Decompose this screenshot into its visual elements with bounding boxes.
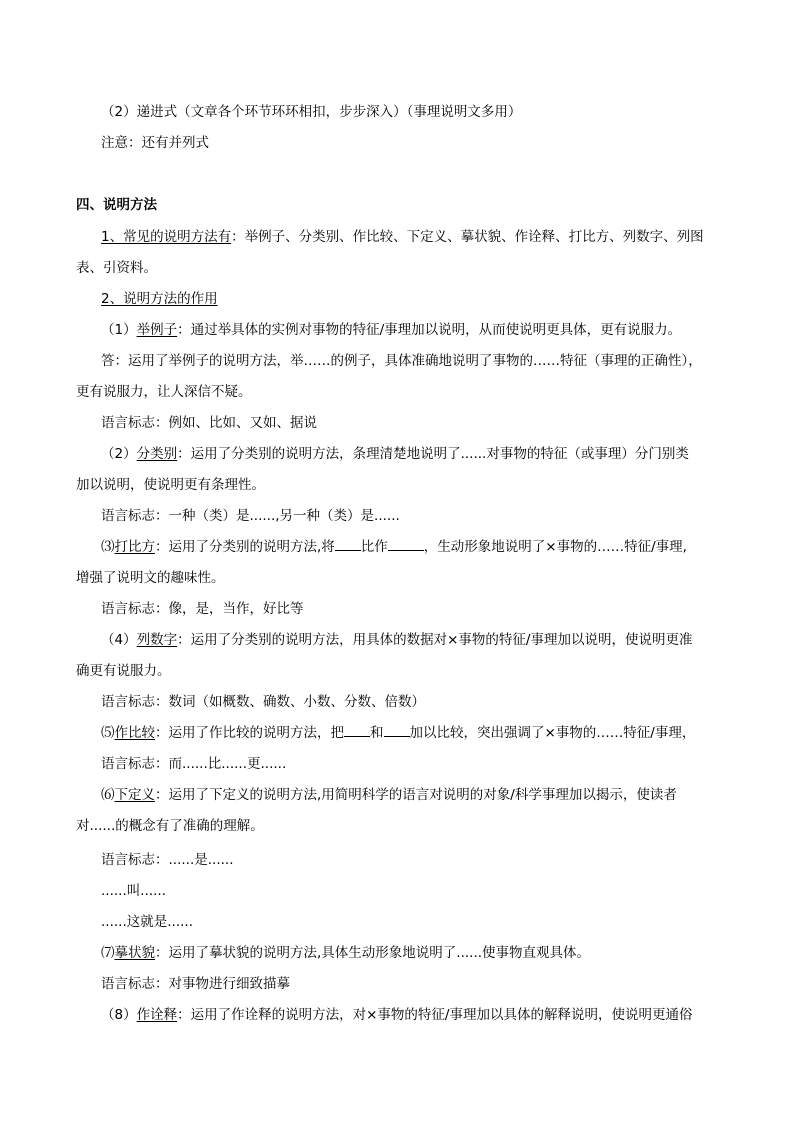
method-prefix: （2） <box>101 446 137 462</box>
method-term: 作比较 <box>114 725 155 741</box>
method-term: 举例子 <box>136 322 178 338</box>
method-prefix: ⑹ <box>101 787 115 803</box>
common-methods-cont: 表、引资料。 <box>76 260 157 276</box>
method-prefix: ⑶ <box>101 539 115 555</box>
method-desc: ：通过举具体的实例对事物的特征/事理加以说明，从而使说明更具体，更有说服力。 <box>177 322 682 338</box>
method-prefix: ⑺ <box>101 945 115 961</box>
method-desc: ：运用了分类别的说明方法，用具体的数据对×事物的特征/事理加以说明，使说明更准 <box>177 632 693 648</box>
numbers-cont: 确更有说服力。 <box>76 663 171 679</box>
compare-sign: 语言标志：而......比......更...... <box>101 756 287 772</box>
classify-cont: 加以说明，使说明更有条理性。 <box>76 477 265 493</box>
method-define-line <box>101 786 677 804</box>
method-prefix: （1） <box>101 322 137 338</box>
example-sign: 语言标志：例如、比如、又如、据说 <box>101 415 317 431</box>
common-methods-list: ：举例子、分类别、作比较、下定义、摹状貌、作诠释、打比方、列数字、列图 <box>231 229 704 245</box>
fill-blank <box>384 724 410 737</box>
describe-sign: 语言标志：对事物进行细致描摹 <box>101 976 290 992</box>
role-title: 2、说明方法的作用 <box>101 291 218 307</box>
fill-blank <box>335 538 361 551</box>
method-desc-a: ：运用了作比较的说明方法，把 <box>155 725 344 741</box>
method-desc: ：运用了作诠释的说明方法，对×事物的特征/事理加以具体的解释说明，使说明更通俗 <box>177 1007 693 1023</box>
method-desc: ：运用了下定义的说明方法,用简明科学的语言对说明的对象/科学事理加以揭示，使读者 <box>155 787 677 803</box>
method-term: 打比方 <box>114 539 155 555</box>
method-term: 分类别 <box>136 446 178 462</box>
method-term: 作诠释 <box>136 1007 178 1023</box>
method-term: 摹状貌 <box>114 945 155 961</box>
define-sign-1: 语言标志：......是...... <box>101 852 234 868</box>
method-desc-b: 和 <box>370 725 384 741</box>
common-methods-line <box>101 228 704 246</box>
example-answer: 答：运用了举例子的说明方法，举……的例子，具体准确地说明了事物的……特征（事理的正确性）， <box>101 353 702 369</box>
fill-blank <box>344 724 370 737</box>
example-answer-cont: 更有说服力，让人深信不疑。 <box>76 384 252 400</box>
paragraph-progressive: （2）递进式（文章各个环节环环相扣，步步深入）（事理说明文多用） <box>101 104 522 120</box>
method-describe-line <box>101 944 590 962</box>
method-desc-c: 加以比较，突出强调了×事物的……特征/事理， <box>409 725 696 741</box>
numbers-sign: 语言标志：数词（如概数、确数、小数、分数、倍数） <box>101 694 425 710</box>
method-prefix: （4） <box>101 632 137 648</box>
method-compare-line <box>101 724 695 742</box>
define-sign-2: ......叫...... <box>101 883 166 899</box>
define-sign-3: ......这就是...... <box>101 914 193 930</box>
method-numbers-line <box>101 631 692 649</box>
method-desc-a: ：运用了分类别的说明方法,将 <box>155 539 335 555</box>
paragraph-note: 注意：还有并列式 <box>101 135 209 151</box>
method-desc-c: ，生动形象地说明了×事物的……特征/事理, <box>423 539 687 555</box>
fill-blank <box>388 538 424 551</box>
method-prefix: ⑸ <box>101 725 115 741</box>
method-classify-line <box>101 445 689 463</box>
method-example-line <box>101 321 681 339</box>
method-metaphor-line <box>101 538 687 556</box>
metaphor-sign: 语言标志：像，是，当作，好比等 <box>101 601 304 617</box>
method-desc: ：运用了分类别的说明方法，条理清楚地说明了......对事物的特征（或事理）分门别类 <box>177 446 689 462</box>
classify-sign: 语言标志：一种（类）是......,另一种（类）是...... <box>101 508 400 524</box>
define-cont: 对......的概念有了准确的理解。 <box>76 818 264 834</box>
metaphor-cont: 增强了说明文的趣味性。 <box>76 570 225 586</box>
common-methods-label: 1、常见的说明方法有 <box>101 229 232 245</box>
method-term: 下定义 <box>114 787 155 803</box>
section-title: 四、说明方法 <box>76 197 157 213</box>
method-desc-b: 比作 <box>360 539 388 555</box>
method-term: 列数字 <box>136 632 178 648</box>
method-desc: ：运用了摹状貌的说明方法,具体生动形象地说明了......使事物直观具体。 <box>155 945 591 961</box>
method-explain-line <box>101 1006 692 1024</box>
method-prefix: （8） <box>101 1007 137 1023</box>
